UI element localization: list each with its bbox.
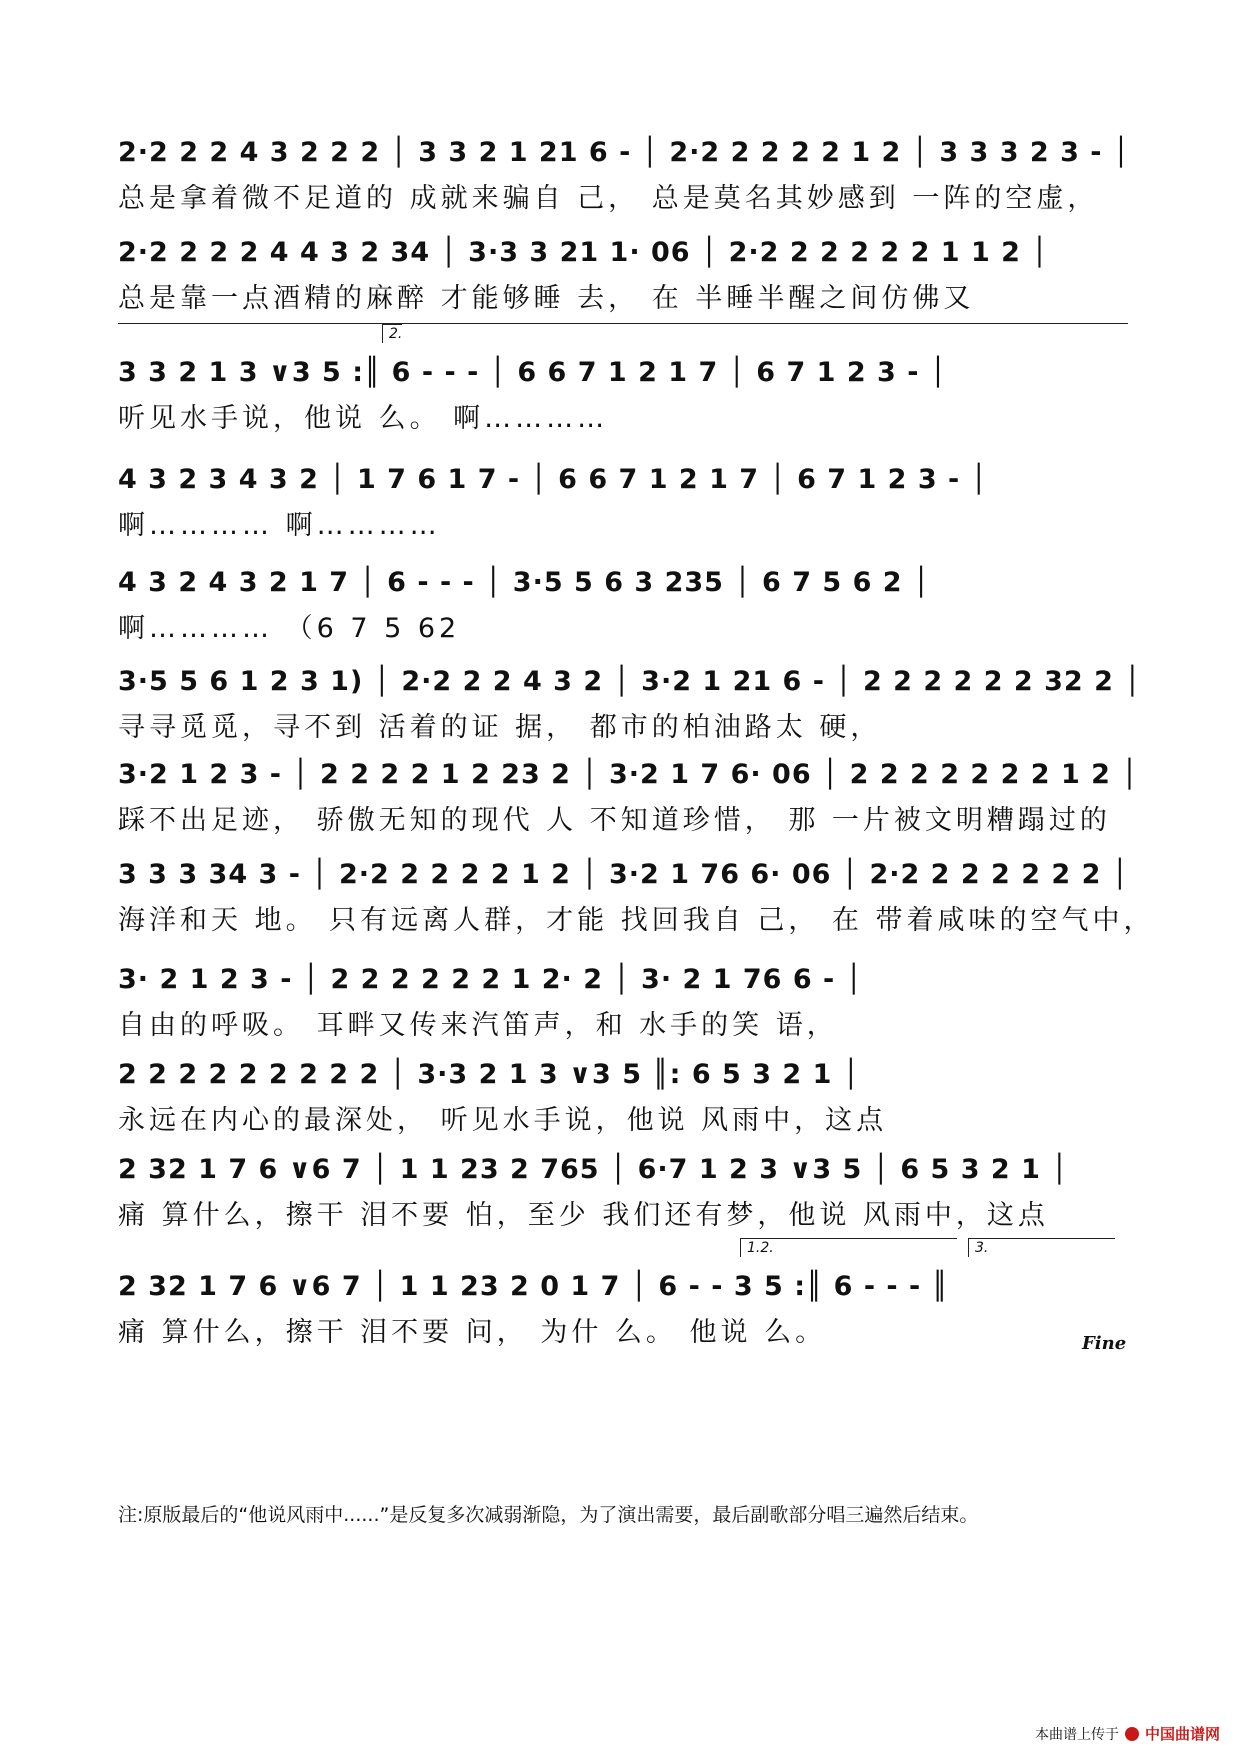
lyric-line: 啊………… 啊………… <box>118 510 441 541</box>
notation-line: 4 3 2 4 3 2 1 7 │ 6 - - - │ 3·5 5 6 3 235 │ 6 7 5 6 2 │ <box>118 567 931 598</box>
site-name[interactable]: 中国曲谱网 <box>1144 1725 1220 1743</box>
lyric-line: 寻寻觅觅，寻不到 活着的证 据， 都市的柏油路太 硬， <box>118 712 882 743</box>
lyric-line: 总是拿着微不足道的 成就来骗自 己， 总是莫名其妙感到 一阵的空虚， <box>118 183 1099 214</box>
notation-line: 2 32 1 7 6 ∨6 7 │ 1 1 23 2 0 1 7 │ 6 - - 3 5 :║ 6 - - - ║ <box>118 1271 949 1302</box>
footnote: 注:原版最后的“他说风雨中......”是反复多次减弱渐隐，为了演出需要，最后副歌部分唱三遍然后结束。 <box>118 1504 979 1526</box>
site-logo-icon <box>1125 1727 1139 1741</box>
notation-line: 3·5 5 6 1 2 3 1) │ 2·2 2 2 4 3 2 │ 3·2 1 21 6 - │ 2 2 2 2 2 2 32 2 │ <box>118 666 1142 697</box>
lyric-line: 永远在内心的最深处， 听见水手说，他说 风雨中，这点 <box>118 1105 888 1136</box>
lyric-line: 痛 算什么，擦干 泪不要 问， 为什 么。 他说 么。 <box>118 1317 827 1348</box>
lyric-line: 痛 算什么，擦干 泪不要 怕，至少 我们还有梦，他说 风雨中，这点 <box>118 1200 1049 1231</box>
notation-line: 3 3 2 1 3 ∨3 5 :║ 6 - - - │ 6 6 7 1 2 1 7 │ 6 7 1 2 3 - │ <box>118 357 948 388</box>
notation-line: 3· 2 1 2 3 - │ 2 2 2 2 2 2 1 2· 2 │ 3· 2 1 76 6 - │ <box>118 964 863 995</box>
lyric-line: 啊………… （6 7 5 62 <box>118 613 461 644</box>
lyric-line: 听见水手说，他说 么。 啊………… <box>118 403 609 434</box>
upload-credit <box>1035 1723 1220 1744</box>
lyric-line: 踩不出足迹， 骄傲无知的现代 人 不知道珍惜， 那 一片被文明糟蹋过的 <box>118 805 1111 836</box>
fine-marking: Fine <box>1082 1333 1127 1354</box>
notation-line: 2·2 2 2 2 4 4 3 2 34 │ 3·3 3 21 1· 06 │ 2·2 2 2 2 2 2 1 1 2 │ <box>118 237 1049 268</box>
volta-bracket-2: 2. <box>382 324 402 343</box>
notation-line: 3 3 3 34 3 - │ 2·2 2 2 2 2 1 2 │ 3·2 1 76 6· 06 │ 2·2 2 2 2 2 2 2 │ <box>118 859 1130 890</box>
notation-line: 2 32 1 7 6 ∨6 7 │ 1 1 23 2 765 │ 6·7 1 2 3 ∨3 5 │ 6 5 3 2 1 │ <box>118 1154 1069 1185</box>
notation-line: 4 3 2 3 4 3 2 │ 1 7 6 1 7 - │ 6 6 7 1 2 1 7 │ 6 7 1 2 3 - │ <box>118 464 988 495</box>
volta-bracket-3: 3. <box>968 1238 1115 1257</box>
volta-line <box>118 323 1128 324</box>
notation-line: 3·2 1 2 3 - │ 2 2 2 2 1 2 23 2 │ 3·2 1 7 6· 06 │ 2 2 2 2 2 2 2 1 2 │ <box>118 759 1139 790</box>
lyric-line: 海洋和天 地。 只有远离人群，才能 找回我自 己， 在 带着咸味的空气中， <box>118 905 1155 936</box>
notation-line: 2·2 2 2 4 3 2 2 2 │ 3 3 2 1 21 6 - │ 2·2 2 2 2 2 1 2 │ 3 3 3 2 3 - │ <box>118 137 1131 168</box>
volta-bracket-1-2: 1.2. <box>740 1238 957 1257</box>
lyric-line: 自由的呼吸。 耳畔又传来汽笛声，和 水手的笑 语， <box>118 1010 838 1041</box>
lyric-line: 总是靠一点酒精的麻醉 才能够睡 去， 在 半睡半醒之间仿佛又 <box>118 283 975 314</box>
upload-text: 本曲谱上传于 <box>1034 1726 1119 1743</box>
notation-line: 2 2 2 2 2 2 2 2 2 │ 3·3 2 1 3 ∨3 5 ║: 6 5 3 2 1 │ <box>118 1059 861 1090</box>
